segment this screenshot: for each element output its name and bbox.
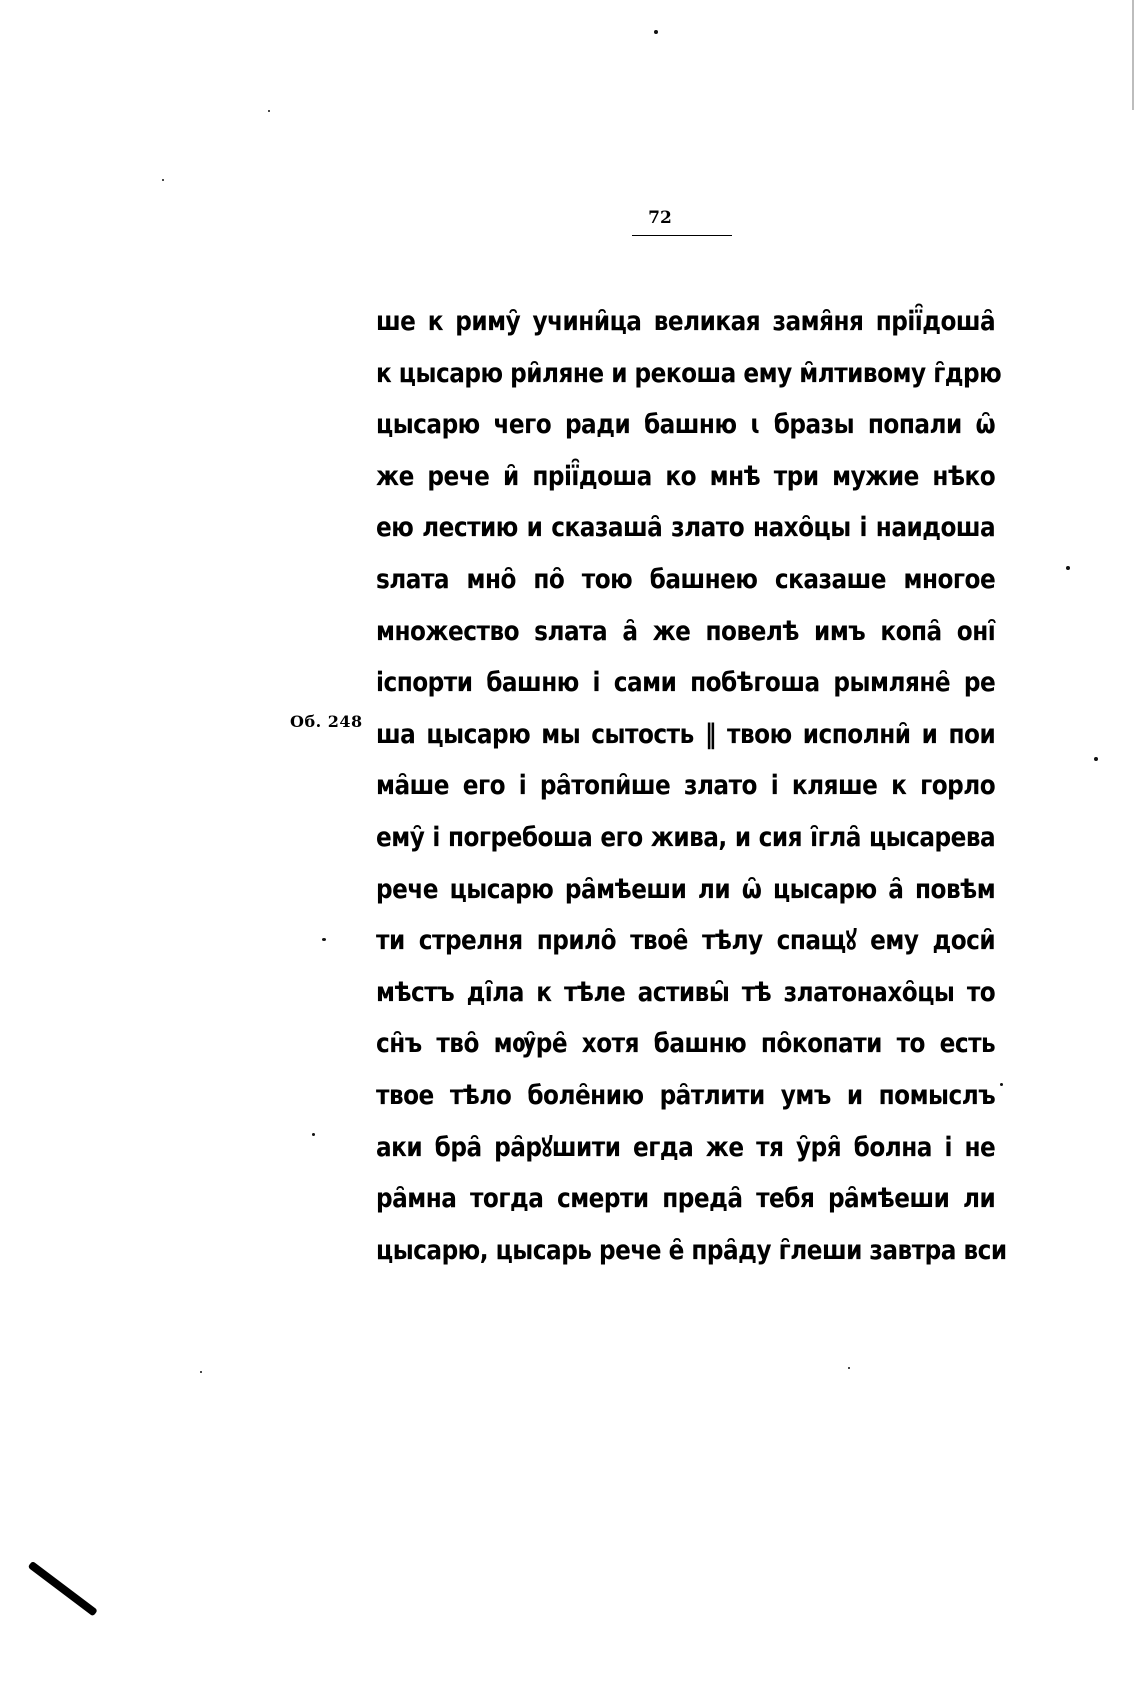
margin-folio-note: Об. 248 xyxy=(290,712,363,731)
text-line: ше к риму̑ учини̑ца великая замя̑ня прії̑доша̑ xyxy=(376,306,996,337)
text-line: ма̑ше его і ра̑топи̑ше злато і кляше к горло xyxy=(376,770,996,802)
text-line: мѣстъ ді̑ла к тѣле астивы̑ тѣ златонахо̑цы то xyxy=(376,976,996,1008)
scan-speck xyxy=(1094,757,1098,761)
scan-mark xyxy=(28,1561,98,1617)
text-line: ѕлата мно̑ по̑ тою башнею сказаше многое xyxy=(376,563,996,595)
text-line: ша цысарю мы сытость ‖ твою исполни̑ и пои xyxy=(376,718,996,750)
scan-speck xyxy=(312,1133,315,1136)
text-line: множество ѕлата а̑ же повелѣ имъ копа̑ оні̑ xyxy=(376,615,996,647)
scan-speck xyxy=(268,110,270,112)
text-line: аки бра̑ ра̑рꙋшити егда же тя у̑ря̑ болна і не xyxy=(376,1131,996,1163)
text-line: к цысарю ри̑ляне и рекоша ему м̑лтивому г̑дрю xyxy=(376,357,1002,389)
main-text-block xyxy=(376,296,1007,1276)
text-line: твое тѣло боле̑нию ра̑тлити умъ и помыслъ xyxy=(376,1079,996,1111)
scan-speck xyxy=(200,1371,202,1373)
text-line: цысарю чего ради башню ꙇ бразы попали ѡ̑ xyxy=(376,409,996,441)
scan-speck xyxy=(322,938,326,941)
scan-speck xyxy=(848,1367,850,1369)
page-number: 72 xyxy=(648,208,672,228)
text-line: сн̑ъ тво̑ мѹ̑ре̑ хотя башню по̑копати то есть xyxy=(376,1028,996,1060)
scan-edge xyxy=(1132,0,1134,110)
scan-speck xyxy=(1000,1083,1003,1086)
scan-speck xyxy=(162,179,164,181)
text-line: ему̑ і погребоша его жива, и сия і̑гла̑ цысарева xyxy=(376,821,996,853)
text-line: ра̑мна тогда смерти преда̑ тебя ра̑мѣеши ли xyxy=(376,1183,996,1215)
scan-speck xyxy=(1066,566,1070,570)
text-line: рече цысарю ра̑мѣеши ли ѡ̑ цысарю а̑ повѣм xyxy=(376,873,996,905)
text-line: ею лестию и сказаша̑ злато нахо̑цы і наидоша xyxy=(376,512,996,544)
page-number-rule xyxy=(632,235,732,236)
text-line: іспорти башню і сами побѣгоша рымляне̑ ре xyxy=(376,667,996,699)
text-line: цысарю, цысарь рече е̑ пра̑ду г̑леши завтра вси xyxy=(376,1234,1007,1266)
text-line: ти стрелня прило̑ твое̑ тѣлу спащꙋ ему доси̑ xyxy=(376,925,996,957)
text-line: же рече и̑ прії̑доша ко мнѣ три мужие нѣко xyxy=(376,460,996,492)
scan-speck xyxy=(654,30,658,34)
